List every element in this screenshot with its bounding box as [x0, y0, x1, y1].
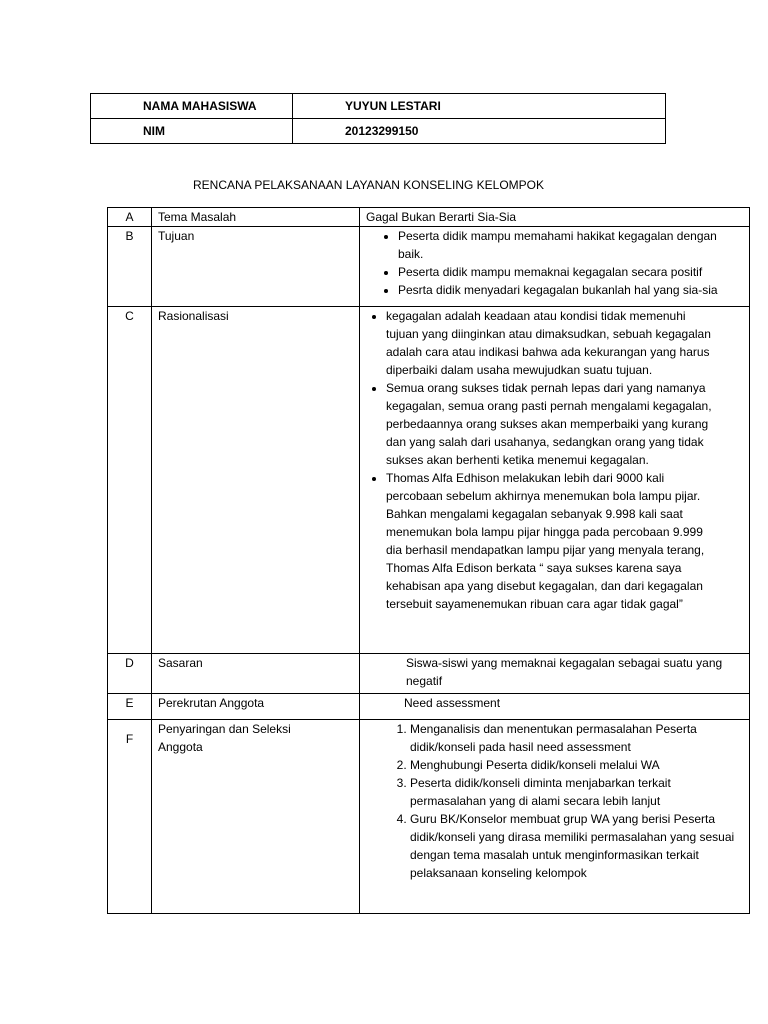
identity-label: NAMA MAHASISWA — [91, 94, 293, 119]
row-sasaran — [108, 654, 750, 694]
row-tujuan — [108, 227, 750, 307]
row-label: Tema Masalah — [152, 208, 360, 227]
list-item: • Peserta didik mampu memaknai kegagalan secara positif — [398, 263, 745, 281]
identity-row-name — [91, 94, 666, 119]
list-item: • Peserta didik mampu memahami hakikat kegagalan dengan baik. — [398, 227, 745, 263]
list-item: 1. Menganalisis dan menentukan permasalahan Peserta didik/konseli pada hasil need assessment — [410, 720, 745, 756]
identity-label: NIM — [91, 119, 293, 144]
row-letter: F — [108, 720, 152, 914]
row-letter: D — [108, 654, 152, 694]
list-item: • Pesrta didik menyadari kegagalan bukanlah hal yang sia-sia — [398, 281, 745, 299]
list-item: • Thomas Alfa Edhison melakukan lebih dari 9000 kali percobaan sebelum akhirnya menemukan bola lampu pijar. Bahkan mengalami kegagalan sebanyak 9.998 kali saat menemukan bola lampu pijar hingga pada percobaan 9.999 dia berhasil mendapatkan lampu pijar yang menyala terang, Thomas Alfa Edison berkata “ saya sukses karena saya kehabisan apa yang disebut kegagalan, dan dari kegagalan tersebuit sayamenemukan ribuan cara agar tidak gagal” — [386, 469, 721, 613]
perekrutan-value: Need assessment — [404, 696, 501, 710]
row-letter: A — [108, 208, 152, 227]
rasionalisasi-list — [366, 307, 745, 613]
tujuan-content — [360, 227, 750, 307]
plan-table — [107, 207, 750, 914]
tujuan-list — [366, 227, 745, 299]
identity-value: 20123299150 — [293, 119, 666, 144]
row-label: Rasionalisasi — [152, 307, 360, 654]
row-label: Tujuan — [152, 227, 360, 307]
row-penyaringan-seleksi — [108, 720, 750, 914]
list-item: • Semua orang sukses tidak pernah lepas dari yang namanya kegagalan, semua orang pasti pernah mengalami kegagalan, perbedaannya orang sukses akan memperbaiki yang kurang dan yang salah dari usahanya, sedangkan orang yang tidak sukses akan berhenti ketika menemui kegagalan. — [386, 379, 721, 469]
identity-value: YUYUN LESTARI — [293, 94, 666, 119]
student-identity-table — [90, 93, 666, 144]
sasaran-value: Siswa-siswi yang memaknai kegagalan sebagai suatu yang negatif — [406, 656, 723, 688]
row-tema-masalah — [108, 208, 750, 227]
list-item: 4. Guru BK/Konselor membuat grup WA yang berisi Peserta didik/konseli yang dirasa memiliki permasalahan yang sesuai dengan tema masalah untuk menginformasikan terkait pelaksanaan konseling kelompok — [410, 810, 745, 882]
list-item: 2. Menghubungi Peserta didik/konseli melalui WA — [410, 756, 745, 774]
penyaringan-content — [360, 720, 750, 914]
tema-value: Gagal Bukan Berarti Sia-Sia — [360, 208, 750, 227]
penyaringan-list — [366, 720, 745, 882]
rasionalisasi-content — [360, 307, 750, 654]
row-letter: E — [108, 694, 152, 720]
row-label: Perekrutan Anggota — [152, 694, 360, 720]
row-label: Penyaringan dan Seleksi Anggota — [152, 720, 360, 914]
list-item: 3. Peserta didik/konseli diminta menjabarkan terkait permasalahan yang di alami secara lebih lanjut — [410, 774, 745, 810]
document-title: RENCANA PELAKSANAAN LAYANAN KONSELING KELOMPOK — [193, 178, 544, 192]
row-label: Sasaran — [152, 654, 360, 694]
row-letter: C — [108, 307, 152, 654]
row-rasionalisasi — [108, 307, 750, 654]
identity-row-nim — [91, 119, 666, 144]
list-item: • kegagalan adalah keadaan atau kondisi tidak memenuhi tujuan yang diinginkan atau dimaksudkan, sebuah kegagalan adalah cara atau indikasi bahwa ada kekurangan yang harus diperbaiki dalam usaha mewujudkan suatu tujuan. — [386, 307, 721, 379]
perekrutan-content — [360, 694, 750, 720]
row-letter: B — [108, 227, 152, 307]
sasaran-content — [360, 654, 750, 694]
row-perekrutan-anggota — [108, 694, 750, 720]
